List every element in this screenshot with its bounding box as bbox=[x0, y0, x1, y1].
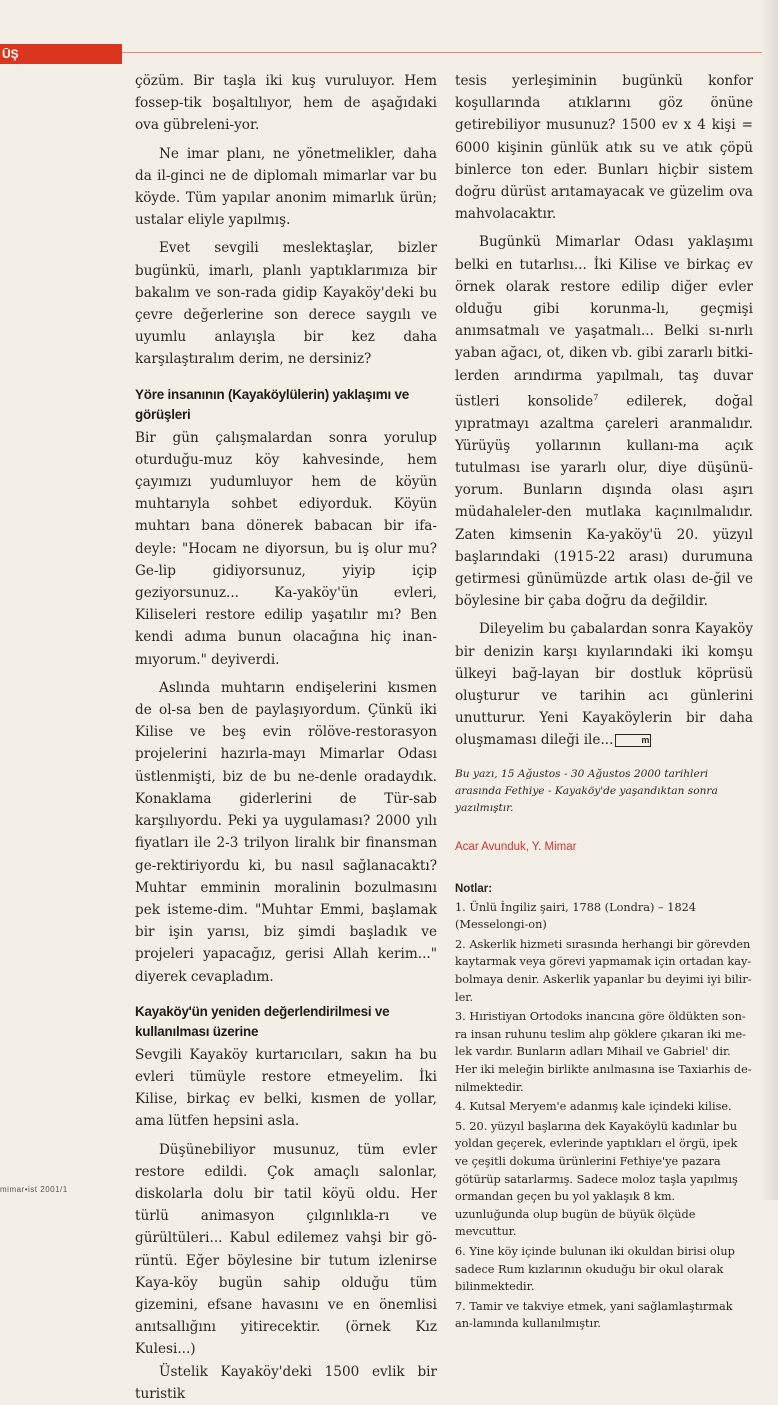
right-column bbox=[455, 70, 753, 1335]
paragraph: Bir gün çalışmalardan sonra yorulup oturduğu-muz köy kahvesinde, hem çayımızı yudumluyor hem de köyün muhtarıyla sohbet ediyorduk. Köyün muhtarı bana dönerek babacan bir ifa-deyle: "Hocam ne diyorsun, bu iş olur mu? Ge-lip gidiyorsunuz, yiyip içip geziyorsunuz... Ka-yaköy'ün evleri, Kiliseleri restore edilip yaşatılır mı? Ben kendi adıma bunun olacağına hiç inan-mıyorum." deyiverdi. bbox=[135, 429, 437, 668]
author-line: Acar Avunduk, Y. Mimar bbox=[455, 840, 577, 853]
section-heading: Kayaköy'ün yeniden değerlendirilmesi ve kullanılması üzerine bbox=[135, 1003, 390, 1039]
note-item: 5. 20. yüzyıl başlarına dek Kayaköylü kadınlar bu yoldan geçerek, evlerinde yaptıkları el örgü, ipek ve çeşitli dokuma ürünlerini Fethiye'ye pazara götürüp satarlarmış. Sadece moloz taşla yapılmış ormandan geçen bu yol yaklaşık 8 km. uzunluğunda olup bugün de büyük ölçüde mevcuttur. bbox=[455, 1119, 738, 1239]
paragraph: çözüm. Bir taşla iki kuş vuruluyor. Hem fossep-tik boşaltılıyor, hem de aşağıdaki ova gübreleni-yor. bbox=[135, 73, 437, 134]
notes-title: Notlar: bbox=[455, 882, 493, 895]
footnote-ref: 7 bbox=[593, 392, 599, 402]
note-item: 1. Ünlü İngiliz şairi, 1788 (Londra) – 1824 (Messelongi-on) bbox=[455, 900, 697, 932]
note-item: 2. Askerlik hizmeti sırasında herhangi bir görevden kaytarmak veya görevi yapmamak için ortadan kay-bolmaya denir. Askerlik yapanlar bu deyimi iyi bilir-ler. bbox=[455, 937, 752, 1004]
paragraph-text: Bugünkü Mimarlar Odası yaklaşımı belki en tutarlısı... İki Kilise ve birkaç ev örnek olarak restore edilip diğer evler olduğu gibi korunma-lı, geçmişi anımsatmalı ve yaşatmalı... Belki sı-nırlı yaban ağacı, ot, diken vb. gibi zararlı bitki-lerden arındırma yapılmalı, taş duvar üstleri konsolide bbox=[455, 234, 753, 410]
paragraph bbox=[455, 231, 753, 612]
note-item: 7. Tamir ve takviye etmek, yani sağlamlaştırmak an-lamında kullanılmıştır. bbox=[455, 1299, 733, 1331]
section-heading: Yöre insanının (Kayaköylülerin) yaklaşımı ve görüşleri bbox=[135, 386, 410, 422]
paragraph: Üstelik Kayaköy'deki 1500 evlik bir turistik bbox=[135, 1363, 437, 1402]
page-footer: mimar•ist 2001/1 bbox=[0, 1185, 68, 1194]
paragraph: Ne imar planı, ne yönetmelikler, daha da il-ginci ne de diplomalı mimarlar var bu köyde. Tüm yapılar anonim mimarlık ürün; ustalar eliyle yapılmış. bbox=[135, 145, 437, 229]
left-column bbox=[135, 70, 437, 1405]
section-tab bbox=[0, 44, 122, 64]
paragraph: Evet sevgili meslektaşlar, bizler bugünkü, imarlı, planlı yaptıklarımıza bir bakalım ve son-rada gidip Kayaköy'deki bu çevre değerlerine son derece saygılı ve uyumlu anlayışla bir kez daha karşılaştıralım derim, ne dersiniz? bbox=[135, 240, 437, 368]
notes-list bbox=[455, 899, 753, 1333]
paragraph: tesis yerleşiminin bugünkü konfor koşullarında atıklarını göz önüne getirebiliyor musunuz? 1500 ev x 4 kişi = 6000 kişinin günlük atık su ve atık çöpü binlerce ton eder. Bunları hiçbir sistem doğru dürüst arıtamayacak ve güzelim ova mahvolacaktır. bbox=[455, 73, 753, 223]
paragraph: Aslında muhtarın endişelerini kısmen de ol-sa ben de paylaşıyordum. Çünkü iki Kilise ve beş evin rölöve-restorasyon projelerini hazırla-mayı Mimarlar Odası üstlenmişti, biz de bu ne-denle oradaydık. Konaklama giderlerini de Tür-sab karşılıyordu. Peki ya uygulaması? 2000 yılı fiyatları ile 2-3 trilyon liralık bir finansman ge-rektiriyordu ki, bu nasıl sağlanacaktı? Muhtar emminin moralinin bozulmasını pek isteme-dim. "Muhtar Emmi, başlamak bir işin yarısı, biz şimdi başladık ve projeleri yapacağız, gerisi Allah kerim..." diyerek cevapladım. bbox=[135, 679, 437, 985]
paragraph: Düşünebiliyor musunuz, tüm evler restore edildi. Çok amaçlı salonlar, diskolarla dolu bir tatil köyü oldu. Her türlü animasyon çılgınlıkla-rı ve gürültüleri... Kabul edilemez vahşi bir gö-rüntü. Eğer böylesine bir tutum izlenirse Kaya-köy bugün sahip olduğu tüm gizemini, efsane havasını ve en önemlisi anıtsallığını yitirecektir. (örnek Kız Kulesi...) bbox=[135, 1141, 437, 1358]
paragraph-text: edilerek, doğal yıpratmayı azaltma çareleri aranmalıdır. Yürüyüş yollarının kullanı-ma açık tutulması ise yararlı olur, diye düşünü-yorum. Bunların dışında olası aşırı müdahaleler-den mutlaka kaçınılmalıdır. Zaten kimsenin Ka-yaköy'ü 20. yüzyıl başlarındaki (1915-22 arası) durumuna getirmesi günümüzde artık olası de-ğil ve böylesine bir çaba doğru da değildir. bbox=[455, 393, 753, 610]
note-item: 4. Kutsal Meryem'e adanmış kale içindeki kilise. bbox=[455, 1100, 732, 1114]
paragraph-text: Dileyelim bu çabalardan sonra Kayaköy bir denizin karşı kıyılarındaki iki komşu ülkeyi bağ-layan bir dostluk köprüsü oluşturur ve tarihin acı günlerini unutturur. Yeni Kayaköylerin bir daha oluşmaması dileği ile... bbox=[455, 621, 753, 749]
article-note: Bu yazı, 15 Ağustos - 30 Ağustos 2000 tarihleri arasında Fethiye - Kayaköy'de yaşandıktan sonra yazılmıştır. bbox=[455, 767, 718, 814]
page-edge-shadow bbox=[760, 0, 778, 1200]
paragraph bbox=[455, 618, 753, 751]
header-rule bbox=[122, 52, 762, 53]
end-mark-icon: m bbox=[615, 734, 651, 747]
paragraph: Sevgili Kayaköy kurtarıcıları, sakın ha bu evleri tümüyle restore etmeyelim. İki Kilise, birkaç ev belki, kısmen de yollar, ama lütfen hepsini asla. bbox=[135, 1046, 437, 1130]
note-item: 3. Hıristiyan Ortodoks inancına göre öldükten son-ra insan ruhunu teslim alıp göklere çıkaran iki me-lek vardır. Bunların adları Mihail ve Gabriel' dir. Her iki meleğin birlikte anılmasına ise Taxiarhis de-nilmektedir. bbox=[455, 1010, 752, 1094]
section-tab-label: ŪŞ bbox=[2, 47, 19, 61]
note-item: 6. Yine köy içinde bulunan iki okuldan birisi olup sadece Rum kızlarının okuduğu bir okul olarak bilinmektedir. bbox=[455, 1244, 735, 1294]
